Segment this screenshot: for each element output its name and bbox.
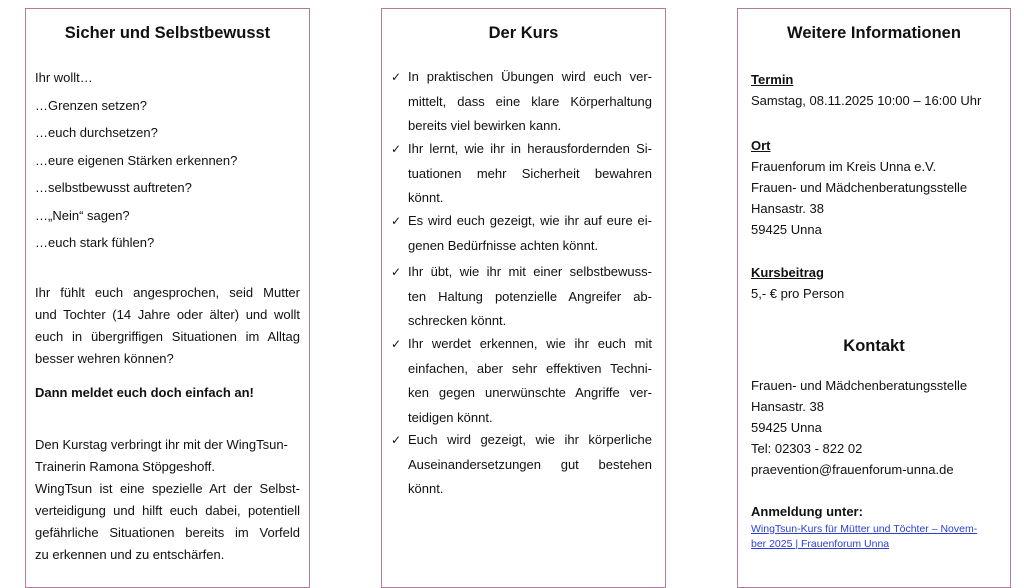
item-line: Es wird euch gezeigt, wie ihr auf eure ei- xyxy=(408,213,652,228)
trainer-paragraph xyxy=(35,434,300,566)
course-item xyxy=(391,260,652,334)
ort-section xyxy=(751,135,1002,240)
kontakt-line: Hansastr. 38 xyxy=(751,399,824,414)
item-line: ten Haltung potenzielle Angreifer ab- xyxy=(408,288,652,304)
question-line: …Grenzen setzen? xyxy=(35,98,148,113)
item-line: Ihr lernt, wie ihr in herausfordernden Si- xyxy=(408,141,652,156)
link-line[interactable]: ber 2025 | Frauenforum Unna xyxy=(751,538,890,550)
kontakt-title: Kontakt xyxy=(843,337,905,355)
checkmark-icon: ✓ xyxy=(391,214,402,228)
kontakt-line: 59425 Unna xyxy=(751,420,822,435)
item-line: einfachen, aber sehr effektiven Techni- xyxy=(408,360,652,376)
question-line: …euch stark fühlen? xyxy=(35,235,155,250)
question-line: …„Nein“ sagen? xyxy=(35,208,130,223)
registration-link[interactable] xyxy=(751,522,1002,552)
termin-section xyxy=(751,69,1002,111)
paragraph-line: Den Kurstag verbringt ihr mit der WingTsun- xyxy=(35,437,288,452)
paragraph-line: besser wehren können? xyxy=(35,351,174,366)
kontakt-email: praevention@frauenforum-unna.de xyxy=(751,462,954,477)
checkmark-icon: ✓ xyxy=(391,433,402,447)
call-to-action: Dann meldet euch doch einfach an! xyxy=(35,385,254,400)
item-line: bereits viel bewirken kann. xyxy=(408,118,562,133)
ort-line: Frauenforum im Kreis Unna e.V. xyxy=(751,159,937,174)
item-line: schrecken könnt. xyxy=(408,313,507,328)
checkmark-icon: ✓ xyxy=(391,142,402,156)
paragraph-line: zu erkennen und zu entschärfen. xyxy=(35,547,225,562)
item-line: ken gegen unerwünschte Angriffe ver- xyxy=(408,385,652,400)
ort-label: Ort xyxy=(751,138,771,153)
kursbeitrag-label: Kursbeitrag xyxy=(751,265,824,280)
course-item xyxy=(391,65,652,139)
kursbeitrag-value: 5,- € pro Person xyxy=(751,286,845,301)
item-line: Euch wird gezeigt, wie ihr körperliche xyxy=(408,432,652,447)
paragraph-line: WingTsun ist eine spezielle Art der Selbst- xyxy=(35,481,300,496)
item-line: Ihr werdet erkennen, wie ihr euch mit xyxy=(408,336,652,351)
course-item xyxy=(391,332,652,430)
audience-paragraph xyxy=(35,282,300,370)
item-line: teidigen könnt. xyxy=(408,409,493,425)
kontakt-phone: Tel: 02303 - 822 02 xyxy=(751,441,863,456)
intro-line: Ihr wollt… xyxy=(35,70,93,85)
ort-line: 59425 Unna xyxy=(751,222,822,237)
paragraph-line: euch in übergriffigen Situationen im Alltag xyxy=(35,329,300,344)
checkmark-icon: ✓ xyxy=(391,265,402,279)
item-line: mittelt, dass eine klare Körperhaltung xyxy=(408,93,652,109)
kursbeitrag-section xyxy=(751,262,1002,304)
course-item xyxy=(391,428,652,502)
item-line: Ihr übt, wie ihr mit einer selbstbewuss- xyxy=(408,264,652,279)
item-line: tuationen mehr Sicherheit bewahren xyxy=(408,165,652,181)
panel-title: Der Kurs xyxy=(488,24,559,42)
question-line: …eure eigenen Stärken erkennen? xyxy=(35,153,238,168)
course-item xyxy=(391,209,652,258)
panel-weitere-informationen xyxy=(737,8,1011,588)
question-line: …euch durchsetzen? xyxy=(35,125,158,140)
item-line: könnt. xyxy=(408,481,444,496)
paragraph-line: verteidigung und hilft euch dabei, potentiell xyxy=(35,503,300,518)
termin-value: Samstag, 08.11.2025 10:00 – 16:00 Uhr xyxy=(751,93,982,108)
panel-title: Weitere Informationen xyxy=(787,24,961,42)
item-line: genen Bedürfnisse achten könnt. xyxy=(408,237,599,253)
anmeldung-section xyxy=(751,501,1002,552)
paragraph-line: Trainerin Ramona Stöpgeshoff. xyxy=(35,459,215,474)
link-line[interactable]: WingTsun-Kurs für Mütter und Töchter – Novem- xyxy=(751,523,978,535)
item-line: Auseinandersetzungen gut bestehen xyxy=(408,456,652,472)
paragraph-line: Ihr fühlt euch angesprochen, seid Mutter xyxy=(35,285,300,300)
question-line: …selbstbewusst auftreten? xyxy=(35,180,192,195)
kontakt-section xyxy=(751,375,1002,480)
item-line: In praktischen Übungen wird euch ver- xyxy=(408,69,652,84)
panel-title: Sicher und Selbstbewusst xyxy=(64,24,271,42)
course-item xyxy=(391,137,652,211)
termin-label: Termin xyxy=(751,72,794,87)
checkmark-icon: ✓ xyxy=(391,337,402,351)
ort-line: Hansastr. 38 xyxy=(751,201,824,216)
anmeldung-label: Anmeldung unter: xyxy=(751,504,863,519)
kontakt-line: Frauen- und Mädchenberatungsstelle xyxy=(751,378,968,393)
panel-sicher-und-selbstbewusst xyxy=(25,8,310,588)
item-line: könnt. xyxy=(408,190,444,205)
checkmark-icon: ✓ xyxy=(391,70,402,84)
paragraph-line: und Tochter (14 Jahre oder älter) und wollt xyxy=(35,307,300,322)
ort-line: Frauen- und Mädchenberatungsstelle xyxy=(751,180,968,195)
paragraph-line: gefährliche Situationen bereits im Vorfeld xyxy=(35,525,300,540)
panel-der-kurs xyxy=(381,8,666,588)
